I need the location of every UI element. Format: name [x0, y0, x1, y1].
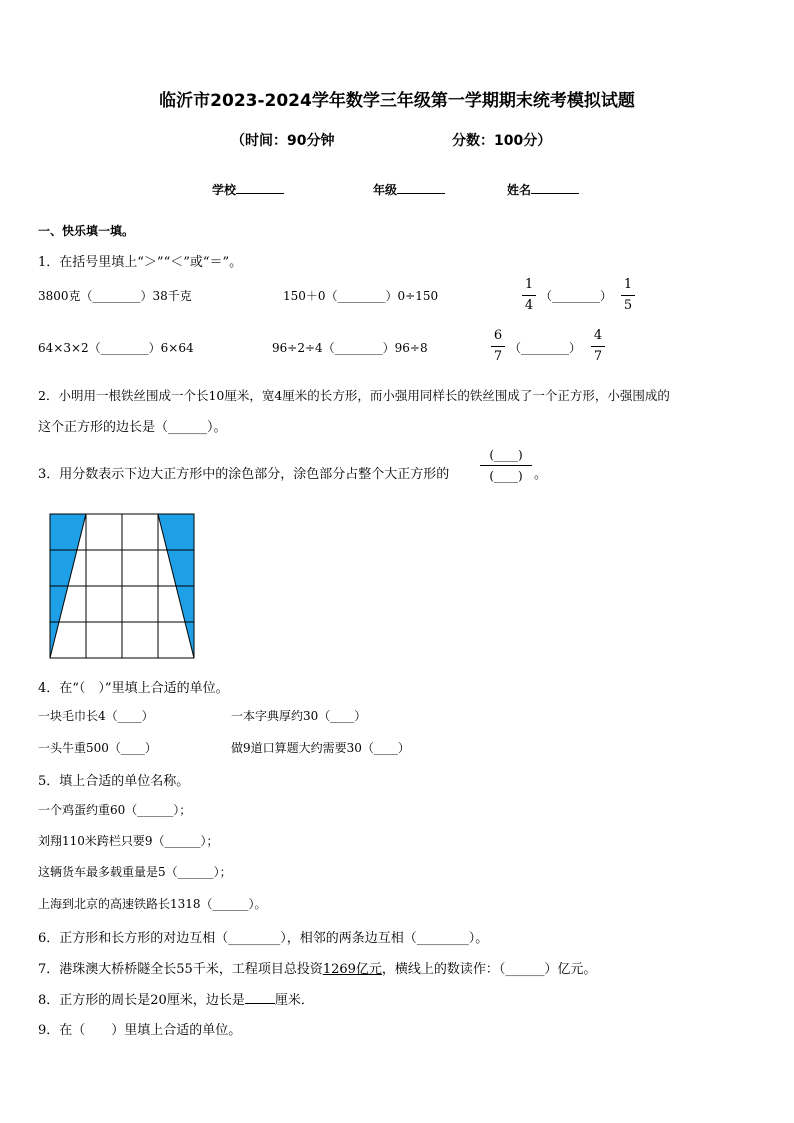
q1-row1-a: 3800克（________）38千克 — [38, 289, 192, 303]
school-blank[interactable] — [236, 181, 284, 194]
square-grid-figure — [48, 512, 196, 660]
question-8-text — [38, 989, 314, 1008]
q7-underlined-number: 1269亿元 — [322, 962, 382, 977]
school-label: 学校 — [212, 183, 237, 197]
name-field[interactable] — [507, 181, 579, 198]
denominator: 4 — [524, 298, 534, 313]
q7-post: ，横线上的数读作：（______）亿元。 — [381, 962, 597, 977]
q8-pre: 8．正方形的周长是20厘米，边长是 — [38, 993, 245, 1008]
q3-numerator-blank[interactable]: (____) — [489, 448, 523, 462]
numerator: 1 — [524, 277, 534, 292]
numerator: 1 — [623, 277, 633, 292]
q1-row1-b: 150＋0（________）0÷150 — [283, 289, 439, 303]
q1-row1-frac-blank: （________） — [540, 289, 613, 303]
question-1-text: 1．在括号里填上“＞”“＜”或“＝”。 — [38, 255, 243, 270]
question-7-text — [38, 958, 596, 977]
q4-item-c: 一头牛重500（____） — [38, 741, 157, 755]
question-6-text: 6．正方形和长方形的对边互相（________），相邻的两条边互相（________）。 — [38, 931, 489, 946]
q8-post: 厘米． — [274, 993, 314, 1008]
name-blank[interactable] — [531, 181, 579, 194]
q5-item-d: 上海到北京的高速铁路长1318（______）。 — [38, 897, 267, 911]
q5-item-c: 这辆货车最多载重量是5（______）； — [38, 865, 232, 879]
question-4-text: 4．在“（ ）”里填上合适的单位。 — [38, 681, 229, 696]
q3-denominator-blank[interactable]: (____) — [489, 469, 523, 483]
q4-item-d: 做9道口算题大约需要30（____） — [231, 741, 410, 755]
grade-field[interactable] — [373, 181, 445, 198]
q1-row2-frac-right — [591, 328, 605, 365]
denominator: 7 — [493, 349, 503, 364]
exam-time: （时间：90分钟 — [231, 133, 335, 149]
numerator: 6 — [493, 328, 503, 343]
q3-period: 。 — [534, 467, 548, 482]
denominator: 7 — [593, 349, 603, 364]
q8-blank[interactable] — [245, 991, 275, 1004]
q4-item-b: 一本字典厚约30（____） — [231, 709, 367, 723]
grade-blank[interactable] — [397, 181, 445, 194]
question-9-text: 9．在（ ）里填上合适的单位。 — [38, 1023, 242, 1038]
exam-score: 分数：100分） — [452, 133, 552, 149]
q3-answer-fraction[interactable] — [480, 447, 532, 484]
q7-pre: 7．港珠澳大桥桥隧全长55千米，工程项目总投资 — [38, 962, 323, 977]
name-label: 姓名 — [507, 183, 532, 197]
q4-item-a: 一块毛巾长4（____） — [38, 709, 154, 723]
grade-label: 年级 — [373, 183, 398, 197]
section-heading: 一、快乐填一填。 — [38, 224, 135, 238]
denominator: 5 — [623, 298, 633, 313]
q5-item-a: 一个鸡蛋约重60（______）； — [38, 803, 192, 817]
question-2-line2: 这个正方形的边长是（______）。 — [38, 420, 227, 435]
q1-row1-frac-left — [522, 277, 536, 314]
numerator: 4 — [593, 328, 603, 343]
question-5-text: 5．填上合适的单位名称。 — [38, 774, 190, 789]
q1-row2-b: 96÷2÷4（________）96÷8 — [272, 341, 428, 355]
q1-row2-frac-left — [491, 328, 505, 365]
school-field[interactable] — [212, 181, 284, 198]
q1-row1-frac-right — [621, 277, 635, 314]
question-2-line1: 2．小明用一根铁丝围成一个长10厘米，宽4厘米的长方形，而小强用同样长的铁丝围成了一个正方形，小强围成的 — [38, 388, 670, 403]
question-3-text: 3．用分数表示下边大正方形中的涂色部分，涂色部分占整个大正方形的 — [38, 467, 450, 482]
page-title: 临沂市2023-2024学年数学三年级第一学期期末统考模拟试题 — [159, 91, 635, 111]
q1-row2-a: 64×3×2（________）6×64 — [38, 341, 194, 355]
q5-item-b: 刘翔110米跨栏只要9（______）； — [38, 834, 219, 848]
q1-row2-frac-blank: （________） — [509, 341, 582, 355]
